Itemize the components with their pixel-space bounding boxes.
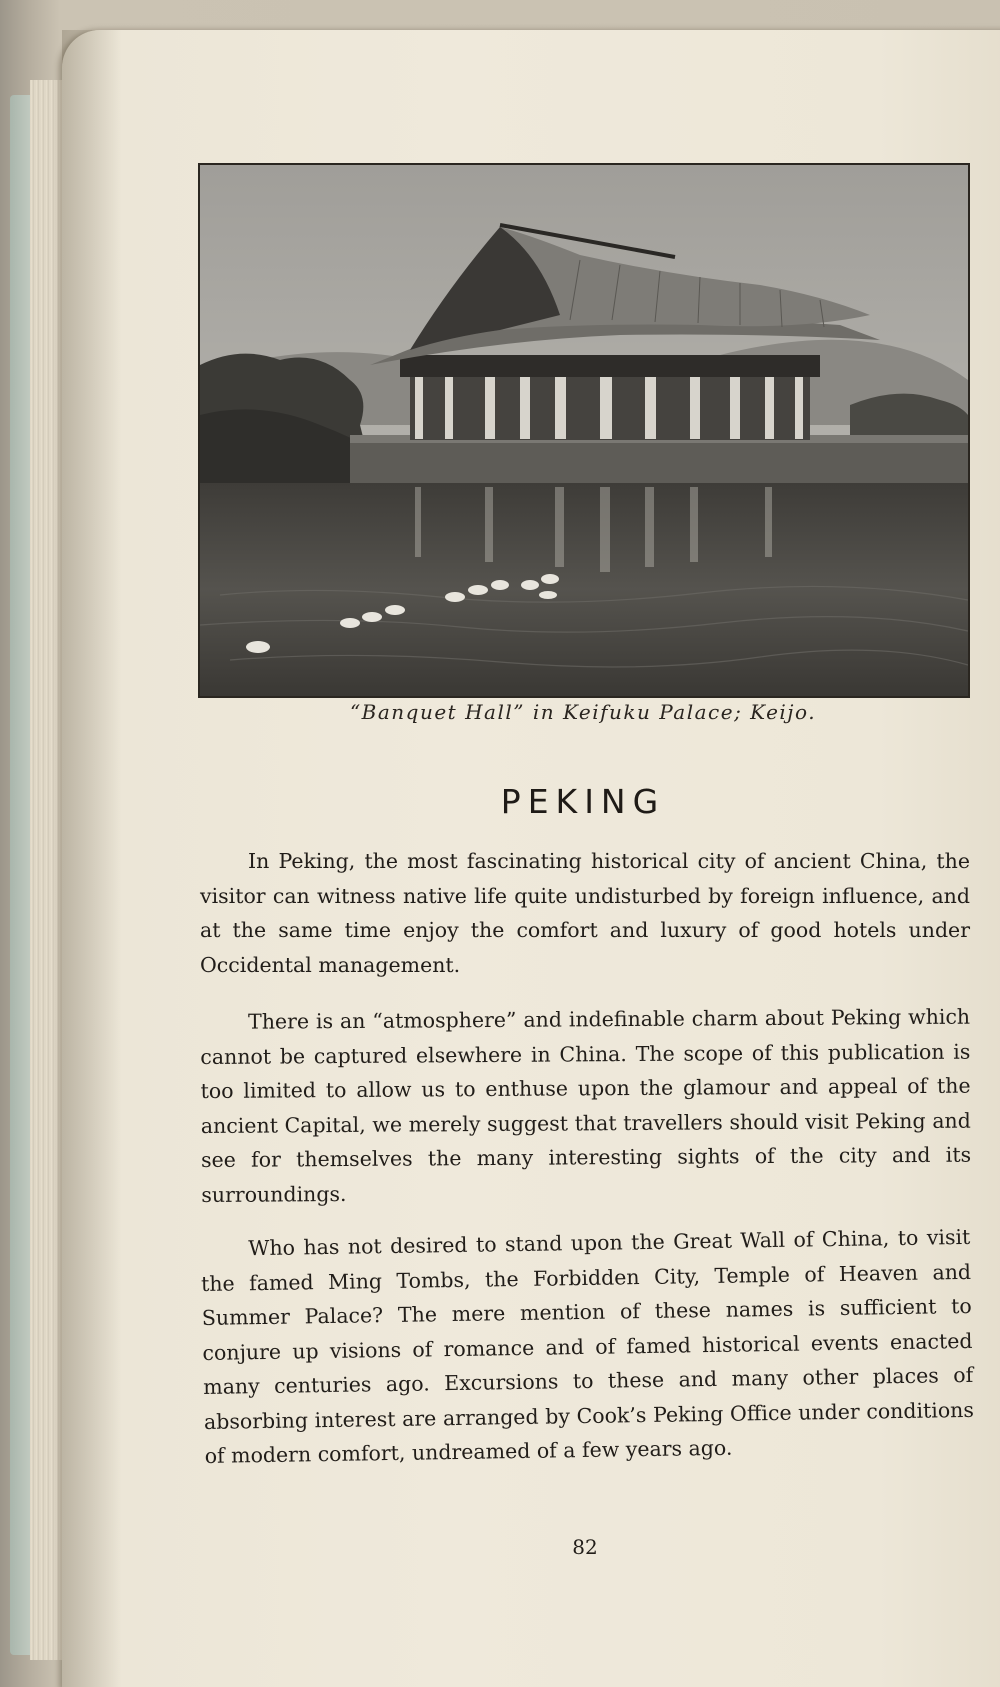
paragraph-2: There is an “atmosphere” and indefinable charm about Peking which cannot be captured elsewhere in China. The scope of this publication is too limited to allow us to enthuse upon the glamour and appeal of the ancient Capital, we merely suggest that travellers should visit Peking and see for themselves the many interesting sights of the city and its surroundings. [200,1004,972,1207]
paragraph-3: Who has not desired to stand upon the Great Wall of China, to visit the famed Ming Tombs, the Forbidden City, Temple of Heaven and Summer Palace? The mere mention of these names is sufficient to conjure up visions of romance and of famed historical events enacted many centuries ago. Excursions to these and many other places of absorbing interest are arranged by Cook’s Peking Office under conditions of modern comfort, undreamed of a few years ago. [200,1224,975,1468]
banquet-hall-illustration [200,165,968,696]
banquet-hall-photo [198,163,970,698]
article-heading: PEKING [500,782,666,821]
page-number: 82 [572,1535,598,1559]
photo-caption: “Banquet Hall” in Keifuku Palace; Keijo. [349,700,817,724]
paragraph-1: In Peking, the most fascinating historical city of ancient China, the visitor can witness native life quite undisturbed by foreign influence, and at the same time enjoy the comfort and luxury of good hotels under Occidental management. [200,849,970,977]
